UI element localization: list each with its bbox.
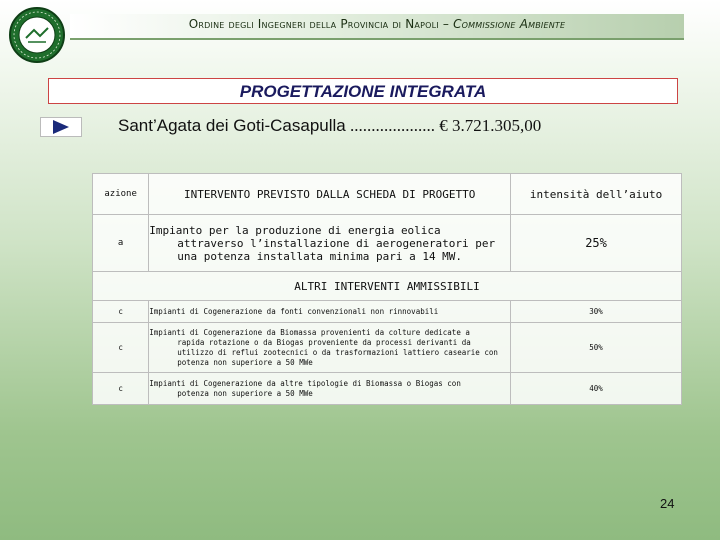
slide-title-box <box>48 78 678 104</box>
header-title <box>70 17 684 31</box>
row-percentage: 25% <box>511 215 682 272</box>
engineers-order-seal-icon <box>8 6 66 64</box>
page-number: 24 <box>660 496 675 511</box>
row-description-rest: potenza non superiore a 50 MWe <box>177 388 313 398</box>
slide-title: PROGETTAZIONE INTEGRATA <box>239 82 487 101</box>
interventions-table <box>92 173 682 405</box>
row-description <box>149 373 511 405</box>
row-letter: c <box>93 301 149 323</box>
row-description-rest: rapida rotazione o da Biogas proveniente da processi derivanti da utilizzo di reflui zootecnici o da trasformazioni lattiero casearie con potenza non superiore a 50 MWe <box>177 337 498 367</box>
row-description-first: Impianti di Cogenerazione da fonti convenzionali non rinnovabili <box>149 306 439 316</box>
location-dots: .................... <box>345 116 440 135</box>
header-intervento: INTERVENTO PREVISTO DALLA SCHEDA DI PROGETTO <box>149 174 511 215</box>
altri-interventi-label: ALTRI INTERVENTI AMMISSIBILI <box>93 272 682 301</box>
table-row <box>93 301 682 323</box>
row-percentage: 50% <box>511 323 682 373</box>
location-line <box>118 116 541 136</box>
row-percentage: 40% <box>511 373 682 405</box>
header-intensita: intensità dell’aiuto <box>511 174 682 215</box>
header-bar <box>70 14 684 40</box>
header-title-plain: Ordine degli Ingegneri della Provincia di Napoli <box>188 17 439 31</box>
row-description-rest: attraverso l’installazione di aerogeneratori per una potenza installata minima pari a 14 MW. <box>177 236 496 263</box>
table-header-row <box>93 174 682 215</box>
header-title-italic: Commissione Ambiente <box>453 17 566 31</box>
table-row <box>93 323 682 373</box>
row-letter: c <box>93 323 149 373</box>
row-percentage: 30% <box>511 301 682 323</box>
row-description-first: Impianto per la produzione di energia eolica <box>149 223 441 237</box>
play-arrow-button[interactable] <box>40 117 82 137</box>
header-azione: azione <box>93 174 149 215</box>
altri-interventi-row <box>93 272 682 301</box>
row-description <box>149 323 511 373</box>
row-description-first: Impianti di Cogenerazione da altre tipologie di Biomassa o Biogas con <box>149 378 461 388</box>
row-letter: a <box>93 215 149 272</box>
location-label: Sant’Agata dei Goti-Casapulla <box>118 116 346 135</box>
table-row <box>93 215 682 272</box>
row-description <box>149 301 511 323</box>
location-value: € 3.721.305,00 <box>439 116 542 135</box>
play-arrow-icon <box>53 120 69 134</box>
header-title-separator: – <box>438 17 454 31</box>
row-letter: c <box>93 373 149 405</box>
row-description-first: Impianti di Cogenerazione da Biomassa provenienti da colture dedicate a <box>149 327 470 337</box>
row-description <box>149 215 511 272</box>
table-row <box>93 373 682 405</box>
